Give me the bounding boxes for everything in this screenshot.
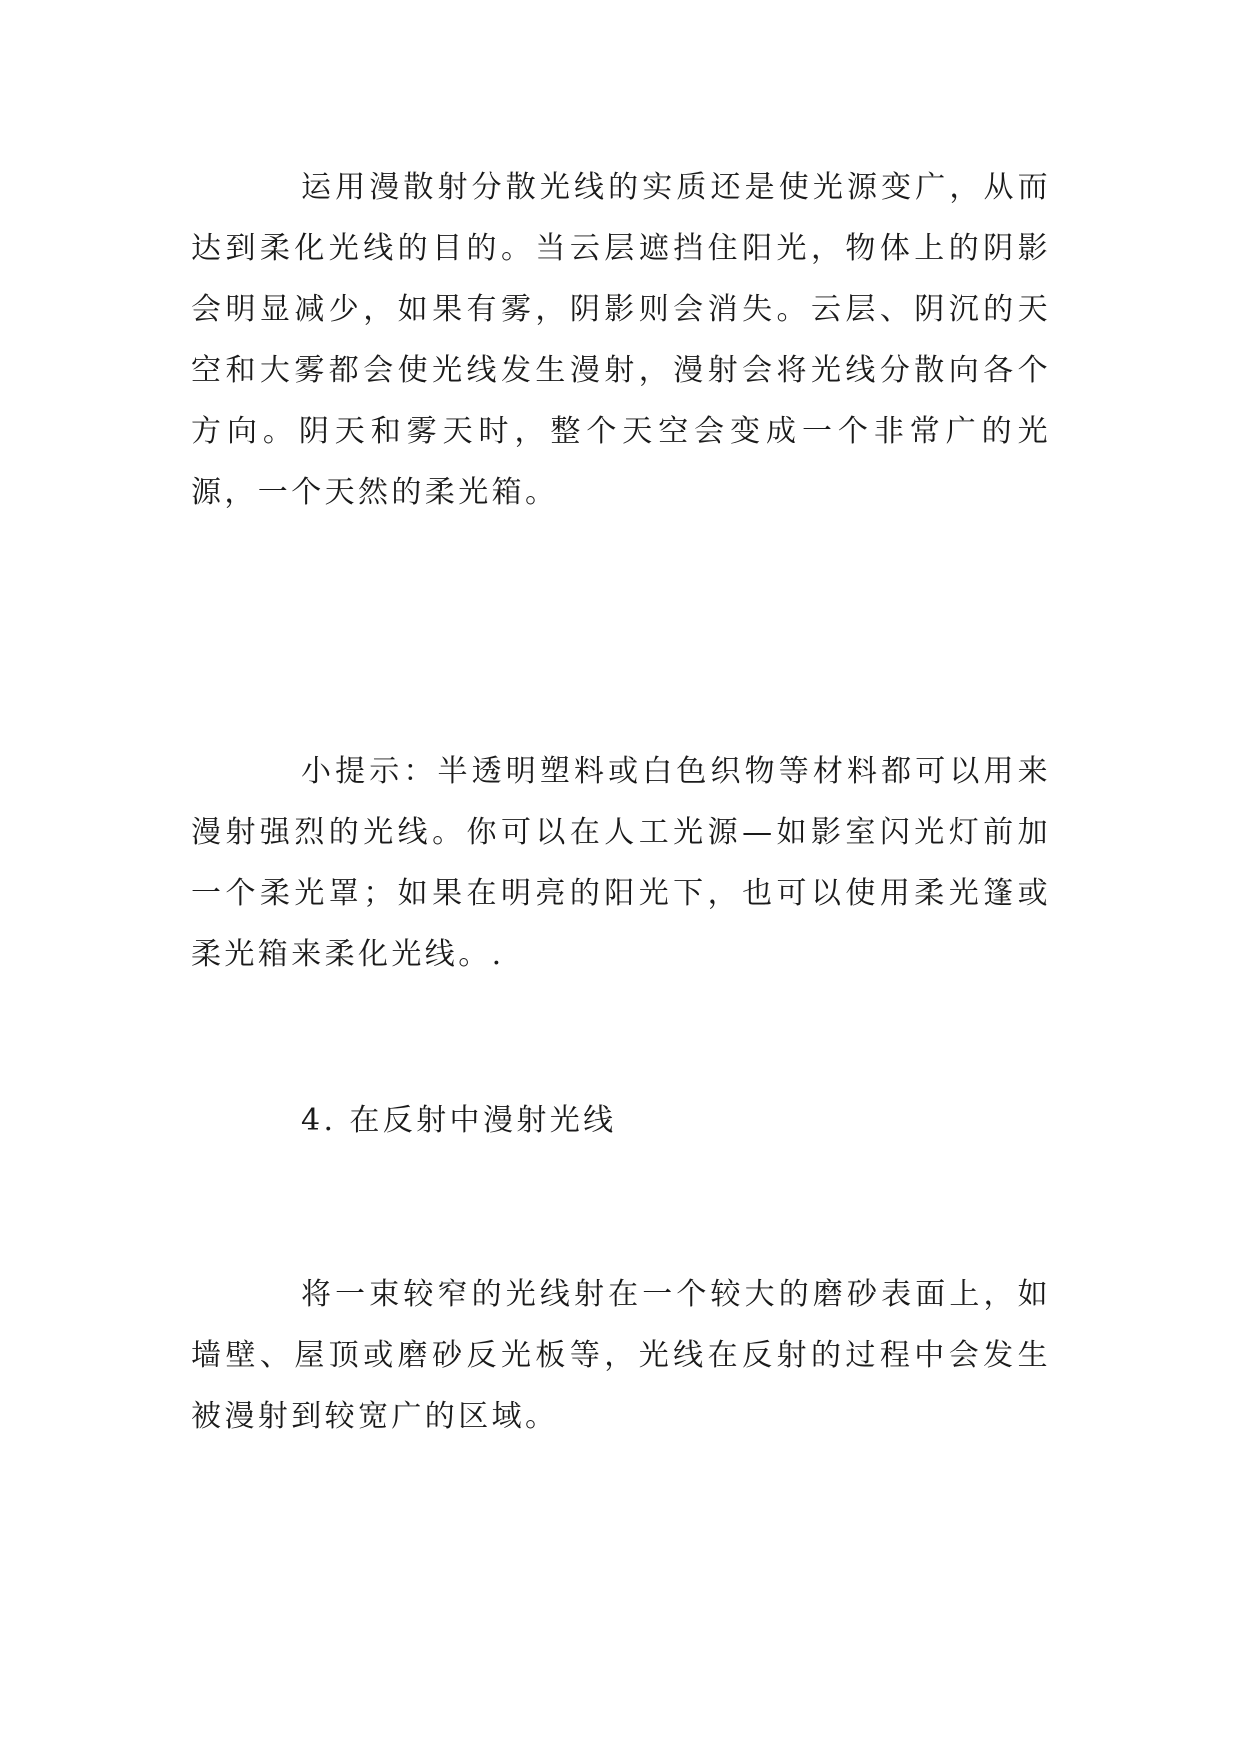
paragraph-diffuse-scattering: 运用漫散射分散光线的实质还是使光源变广，从而达到柔化光线的目的。当云层遮挡住阳光，物体上的阴影会明显减少，如果有雾，阴影则会消失。云层、阴沉的天空和大雾都会使光线发生漫射，漫射会将光线分散向各个方向。阴天和雾天时，整个天空会变成一个非常广的光源，一个天然的柔光箱。 — [191, 170, 1051, 510]
section-heading-reflection: 4. 在反射中漫射光线 — [301, 1103, 617, 1138]
paragraph-reflection: 将一束较窄的光线射在一个较大的磨砂表面上，如墙壁、屋顶或磨砂反光板等，光线在反射的过程中会发生被漫射到较宽广的区域。 — [191, 1277, 1051, 1434]
paragraph-tip: 小提示：半透明塑料或白色织物等材料都可以用来漫射强烈的光线。你可以在人工光源—如影室闪光灯前加一个柔光罩；如果在明亮的阳光下，也可以使用柔光篷或柔光箱来柔化光线。. — [191, 754, 1051, 972]
